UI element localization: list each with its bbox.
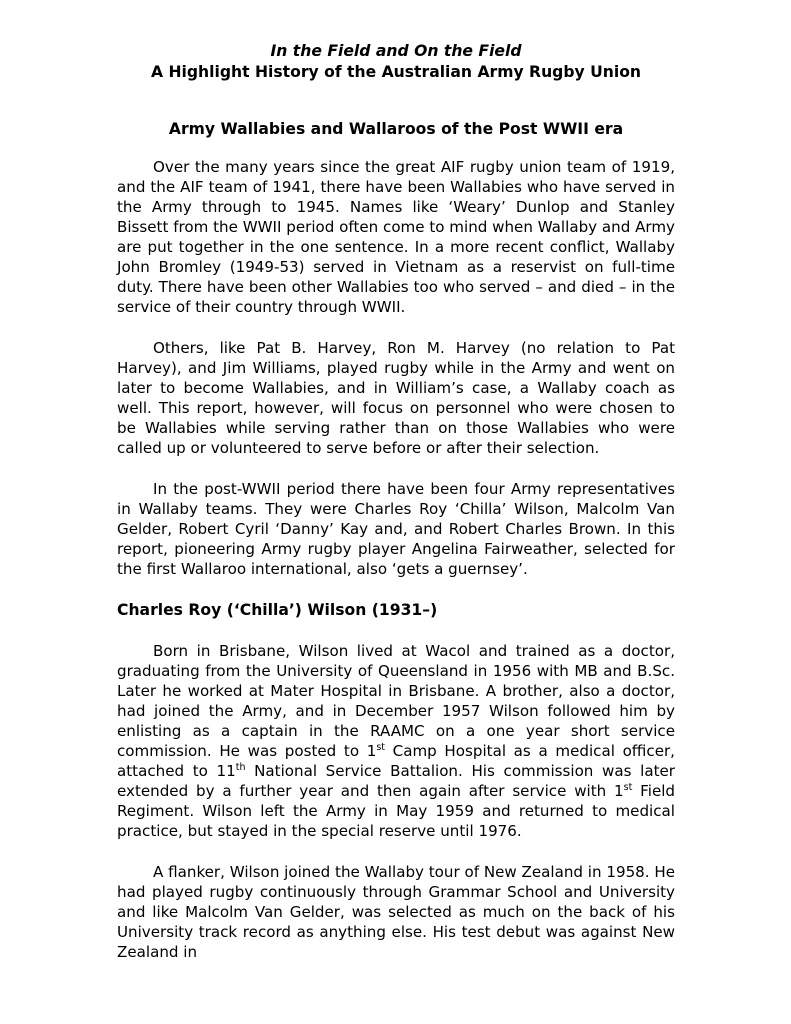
document-subtitle: A Highlight History of the Australian Army Rugby Union [150, 63, 642, 81]
text-run: Camp Hospital as a medical officer, attached to 11 [117, 742, 675, 780]
text-run: Field Regiment. Wilson left the Army in May 1959 and returned to medical practice, but stayed in the special reserve until 1976. [117, 782, 676, 840]
paragraph-intro: Over the many years since the great AIF rugby union team of 1919, and the AIF team of 1941, there have been Wallabies who have served in the Army through to 1945. Names like ‘Weary’ Dunlop and Stanley Bissett from the WWII period often come to mind when Wallaby and Army are put together in the one sentence. In a more recent conflict, Wallaby John Bromley (1949-53) served in Vietnam as a reservist on full-time duty. There have been other Wallabies too who served – and died – in the service of their country through WWII. [117, 158, 675, 316]
document-body [117, 41, 675, 983]
wilson-heading: Charles Roy (‘Chilla’) Wilson (1931–) [117, 601, 438, 619]
ordinal-suffix: st [623, 782, 633, 793]
paragraph-others: Others, like Pat B. Harvey, Ron M. Harvey (no relation to Pat Harvey), and Jim Williams, played rugby while in the Army and went on later to become Wallabies, and in William’s case, a Wallaby coach as well. This report, however, will focus on personnel who were chosen to be Wallabies while serving rather than on those Wallabies who were called up or volunteered to serve before or after their selection. [117, 339, 675, 457]
text-run: Born in Brisbane, Wilson lived at Wacol and trained as a doctor, graduating from the University of Queensland in 1956 with MB and B.Sc. Later he worked at Mater Hospital in Brisbane. A brother, also a doctor, had joined the Army, and in December 1957 Wilson followed him by enlisting as a captain in the RAAMC on a one year short service commission. He was posted to 1 [117, 642, 675, 760]
ordinal-suffix: th [235, 762, 246, 773]
section-heading: Army Wallabies and Wallaroos of the Post WWII era [168, 120, 624, 138]
paragraph-wilson-career [117, 641, 675, 841]
ordinal-suffix: st [376, 742, 386, 753]
document-title: In the Field and On the Field [270, 42, 522, 60]
paragraph-post-wwii: In the post-WWII period there have been four Army representatives in Wallaby teams. They were Charles Roy ‘Chilla’ Wilson, Malcolm Van Gelder, Robert Cyril ‘Danny’ Kay and, and Robert Charles Brown. In this report, pioneering Army rugby player Angelina Fairweather, selected for the first Wallaroo international, also ‘gets a guernsey’. [117, 480, 675, 578]
text-run: National Service Battalion. His commission was later extended by a further year and then again after service with 1 [117, 762, 675, 800]
paragraph-wilson-rugby: A flanker, Wilson joined the Wallaby tour of New Zealand in 1958. He had played rugby continuously through Grammar School and University and like Malcolm Van Gelder, was selected as much on the back of his University track record as anything else. His test debut was against New Zealand in [117, 863, 676, 961]
